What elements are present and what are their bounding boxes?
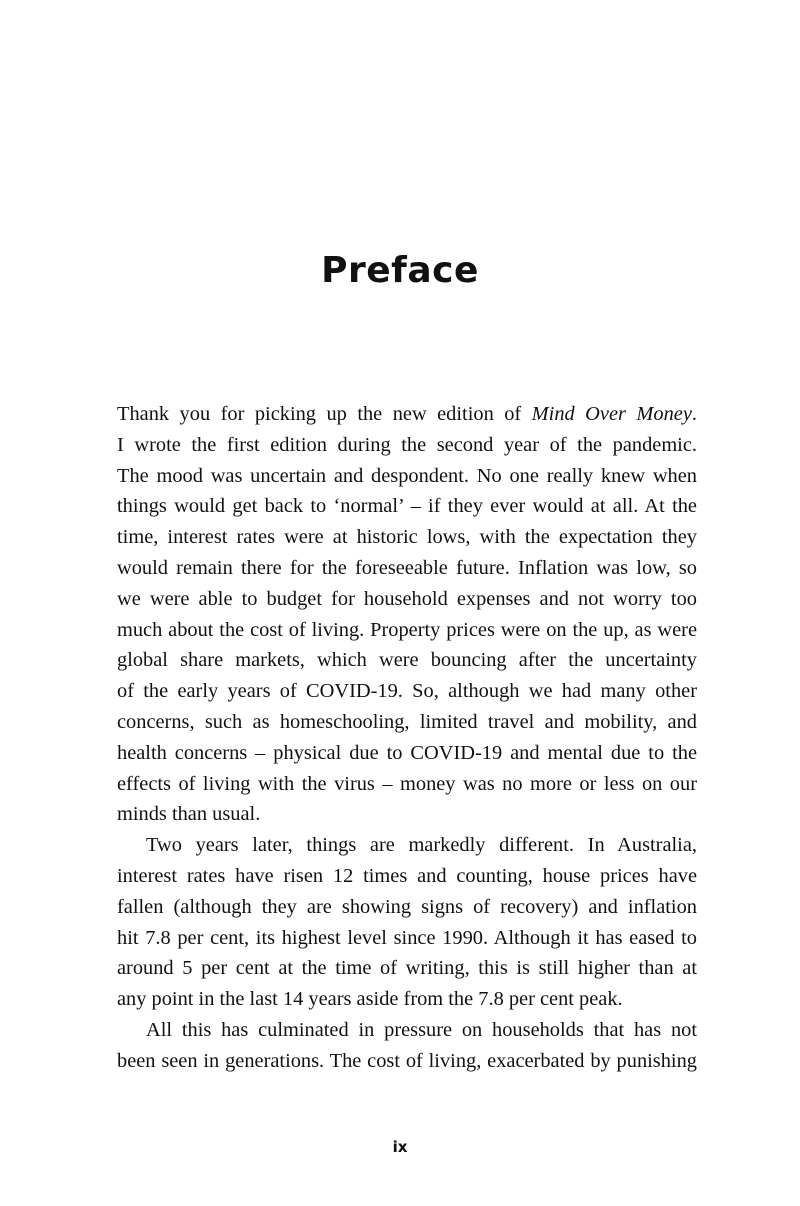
paragraph-2-line-2: interest rates have risen 12 times and counting, house prices have xyxy=(117,864,697,887)
page-title: Preface xyxy=(321,250,479,291)
paragraph-1-line-8: much about the cost of living. Property prices were on the up, as were xyxy=(117,618,697,641)
paragraph-3-line-1: All this has culminated in pressure on households that has not xyxy=(146,1018,697,1041)
paragraph-1-line-11: concerns, such as homeschooling, limited travel and mobility, and xyxy=(117,710,697,733)
paragraph-2-line-6: any point in the last 14 years aside from the 7.8 per cent peak. xyxy=(117,988,623,1011)
paragraph-1-line-6: would remain there for the foreseeable future. Inflation was low, so xyxy=(117,556,697,579)
paragraph-1-line-12: health concerns – physical due to COVID-19 and mental due to the xyxy=(117,741,697,764)
paragraph-1-line-1: Thank you for picking up the new edition of Mind Over Money. xyxy=(117,403,697,425)
paragraph-2-line-4: hit 7.8 per cent, its highest level since 1990. Although it has eased to xyxy=(117,926,697,949)
paragraph-1-line-9: global share markets, which were bouncing after the uncertainty xyxy=(117,649,697,672)
paragraph-1-line-14: minds than usual. xyxy=(117,803,261,826)
page-number: ix xyxy=(392,1138,408,1156)
paragraph-1-line-4: things would get back to ‘normal’ – if they ever would at all. At the xyxy=(117,495,697,518)
paragraph-1-line-2: I wrote the first edition during the second year of the pandemic. xyxy=(117,433,697,456)
paragraph-1-line-13: effects of living with the virus – money was no more or less on our xyxy=(117,772,697,795)
paragraph-1-line-10: of the early years of COVID-19. So, although we had many other xyxy=(117,680,697,703)
book-title-italic: Mind Over Money xyxy=(531,403,692,425)
paragraph-3-line-2: been seen in generations. The cost of living, exacerbated by punishing xyxy=(117,1049,697,1072)
body-text xyxy=(117,399,697,1077)
paragraph-1-line-3: The mood was uncertain and despondent. No one really knew when xyxy=(117,464,697,487)
paragraph-1-line-5: time, interest rates were at historic lows, with the expectation they xyxy=(117,526,697,549)
paragraph-2-line-3: fallen (although they are showing signs of recovery) and inflation xyxy=(117,895,697,918)
paragraph-2-line-5: around 5 per cent at the time of writing, this is still higher than at xyxy=(117,957,697,980)
paragraph-1-line-7: we were able to budget for household expenses and not worry too xyxy=(117,587,697,610)
paragraph-2-line-1: Two years later, things are markedly different. In Australia, xyxy=(146,834,697,857)
